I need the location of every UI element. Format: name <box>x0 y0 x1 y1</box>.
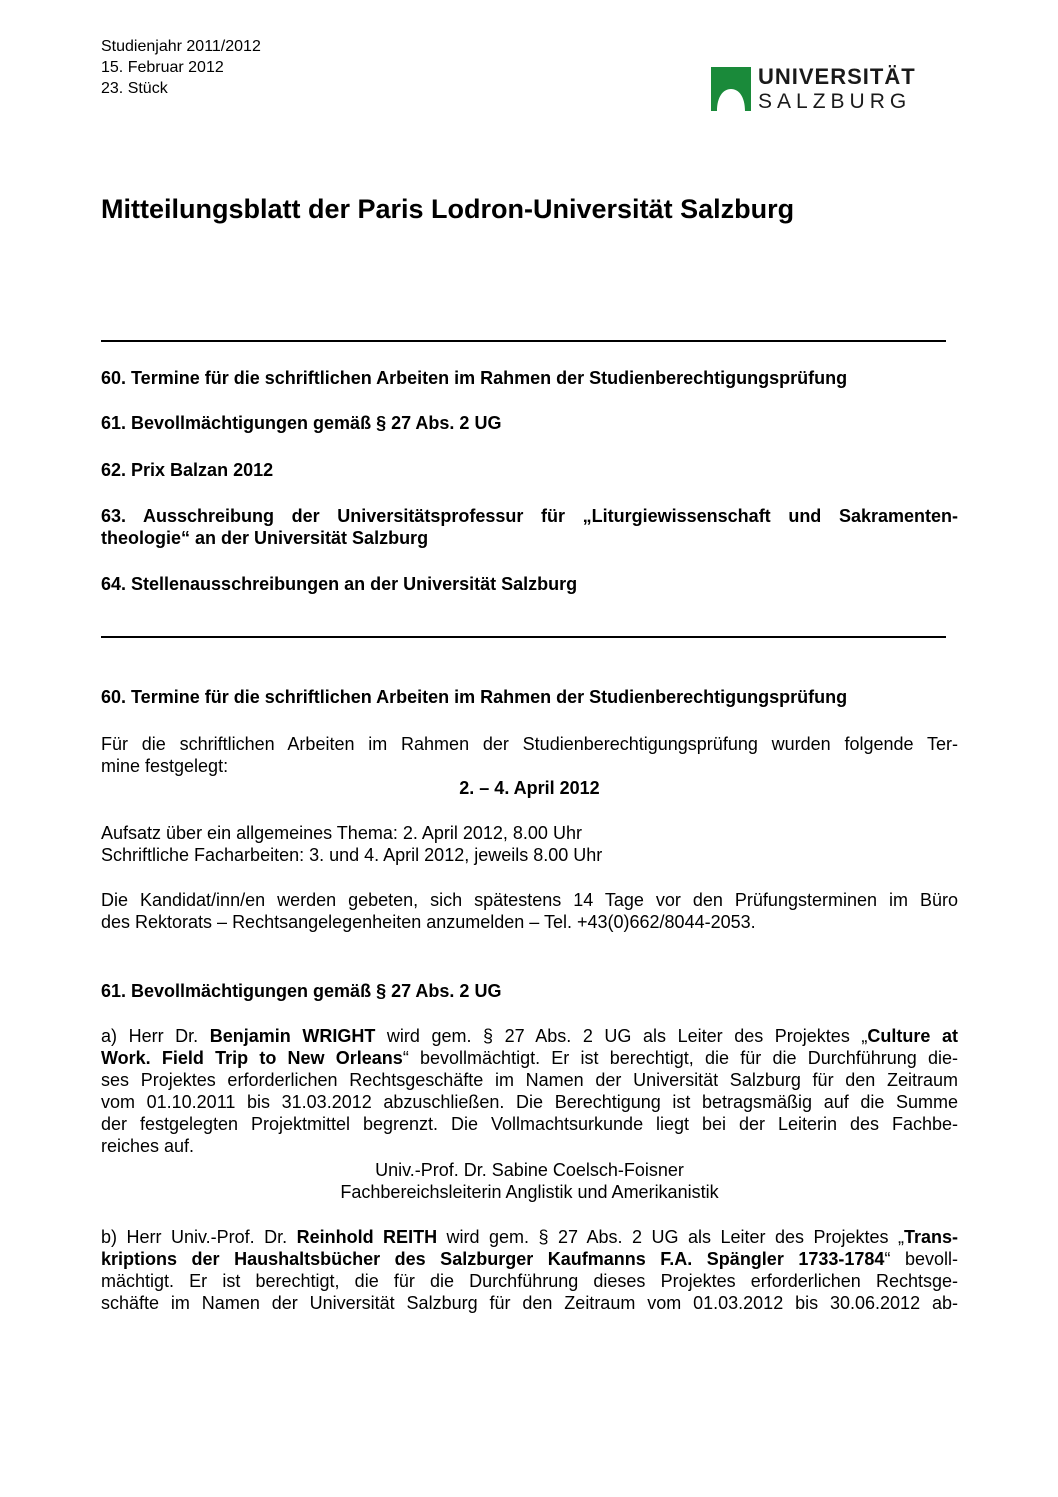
section-61b-pre: b) Herr Univ.-Prof. Dr. <box>101 1227 297 1247</box>
section-61b-project-part2: kriptions der Haushaltsbücher des Salzburger Kaufmanns F.A. Spängler 1733-1784 <box>101 1249 885 1269</box>
section-61a-person: Benjamin WRIGHT <box>209 1026 376 1046</box>
header-meta <box>101 36 261 99</box>
section-61a-mid: wird gem. § 27 Abs. 2 UG als Leiter des Projektes „ <box>375 1026 868 1046</box>
section-60-heading: 60. Termine für die schriftlichen Arbeiten im Rahmen der Studienberechtigungsprüfung <box>101 687 848 707</box>
section-61b-line1 <box>101 1226 958 1248</box>
section-60-contact-line2: des Rektorats – Rechtsangelegenheiten anzumelden – Tel. +43(0)662/8044-2053. <box>101 912 756 932</box>
logo-arch-icon <box>711 67 751 111</box>
section-60-contact-line1: Die Kandidat/inn/en werden gebeten, sich spätestens 14 Tage vor den Prüfungsterminen im Büro <box>101 890 958 910</box>
logo-text-line2: SALZBURG <box>758 90 912 113</box>
section-61a-line1 <box>101 1025 958 1047</box>
section-61a-pre: a) Herr Dr. <box>101 1026 210 1046</box>
section-61a-line6: reiches auf. <box>101 1136 195 1156</box>
toc-item-63-line2: theologie“ an der Universität Salzburg <box>101 528 429 548</box>
toc-item-62: 62. Prix Balzan 2012 <box>101 460 274 480</box>
toc-item-63-line1: 63. Ausschreibung der Universitätsprofessur für „Liturgiewissenschaft und Sakramenten- <box>101 506 958 526</box>
section-61b-person: Reinhold REITH <box>296 1227 438 1247</box>
section-61b-line2 <box>101 1248 958 1270</box>
section-61a-signature-name: Univ.-Prof. Dr. Sabine Coelsch-Foisner <box>375 1160 684 1180</box>
logo-text-line1: UNIVERSITÄT <box>758 64 916 89</box>
section-60-schedule-line2: Schriftliche Facharbeiten: 3. und 4. April 2012, jeweils 8.00 Uhr <box>101 845 603 865</box>
section-61a-line4: vom 01.10.2011 bis 31.03.2012 abzuschließen. Die Berechtigung ist betragsmäßig auf die Summe <box>101 1092 958 1112</box>
meta-line-year: Studienjahr 2011/2012 <box>101 38 261 55</box>
section-61a-project-part1: Culture at <box>867 1026 958 1046</box>
section-61a-line3: ses Projektes erforderlichen Rechtsgeschäfte im Namen der Universität Salzburg für den Zeitraum <box>101 1070 958 1090</box>
section-61b-line4: schäfte im Namen der Universität Salzburg für den Zeitraum vom 01.03.2012 bis 30.06.2012 ab- <box>101 1293 958 1313</box>
toc-item-64: 64. Stellenausschreibungen an der Universität Salzburg <box>101 574 578 594</box>
page-title: Mitteilungsblatt der Paris Lodron-Universität Salzburg <box>101 194 795 224</box>
section-61a-line5: der festgelegten Projektmittel begrenzt. Die Vollmachtsurkunde liegt bei der Leiterin des Fachbe- <box>101 1114 958 1134</box>
toc-item-60: 60. Termine für die schriftlichen Arbeiten im Rahmen der Studienberechtigungsprüfung <box>101 368 848 388</box>
section-61b-line2-rest: “ bevoll- <box>884 1249 958 1269</box>
section-60-schedule-line1: Aufsatz über ein allgemeines Thema: 2. April 2012, 8.00 Uhr <box>101 823 582 843</box>
section-61a-signature-role: Fachbereichsleiterin Anglistik und Amerikanistik <box>340 1182 719 1202</box>
section-61-heading: 61. Bevollmächtigungen gemäß § 27 Abs. 2 UG <box>101 981 502 1001</box>
section-61b-line3: mächtigt. Er ist berechtigt, die für die Durchführung dieses Projektes erforderlichen Rechtsge- <box>101 1271 958 1291</box>
meta-line-date: 15. Februar 2012 <box>101 59 224 76</box>
section-60-intro-line2: mine festgelegt: <box>101 756 229 776</box>
section-61a-project-part2: Work. Field Trip to New Orleans <box>101 1048 403 1068</box>
university-logo <box>711 65 921 115</box>
section-61a-line2 <box>101 1047 958 1069</box>
section-61b-project-part1: Trans- <box>903 1227 958 1247</box>
section-60-date-range: 2. – 4. April 2012 <box>459 778 600 798</box>
section-61a-line2-rest: “ bevollmächtigt. Er ist berechtigt, die für die Durchführung die- <box>402 1048 958 1068</box>
section-60-intro-line1: Für die schriftlichen Arbeiten im Rahmen der Studienberechtigungsprüfung wurden folgende Ter- <box>101 734 958 754</box>
meta-line-issue: 23. Stück <box>101 80 168 97</box>
toc-item-61: 61. Bevollmächtigungen gemäß § 27 Abs. 2 UG <box>101 413 502 433</box>
section-61b-mid: wird gem. § 27 Abs. 2 UG als Leiter des Projektes „ <box>437 1227 904 1247</box>
divider-bottom <box>101 636 946 638</box>
divider-top <box>101 340 946 342</box>
